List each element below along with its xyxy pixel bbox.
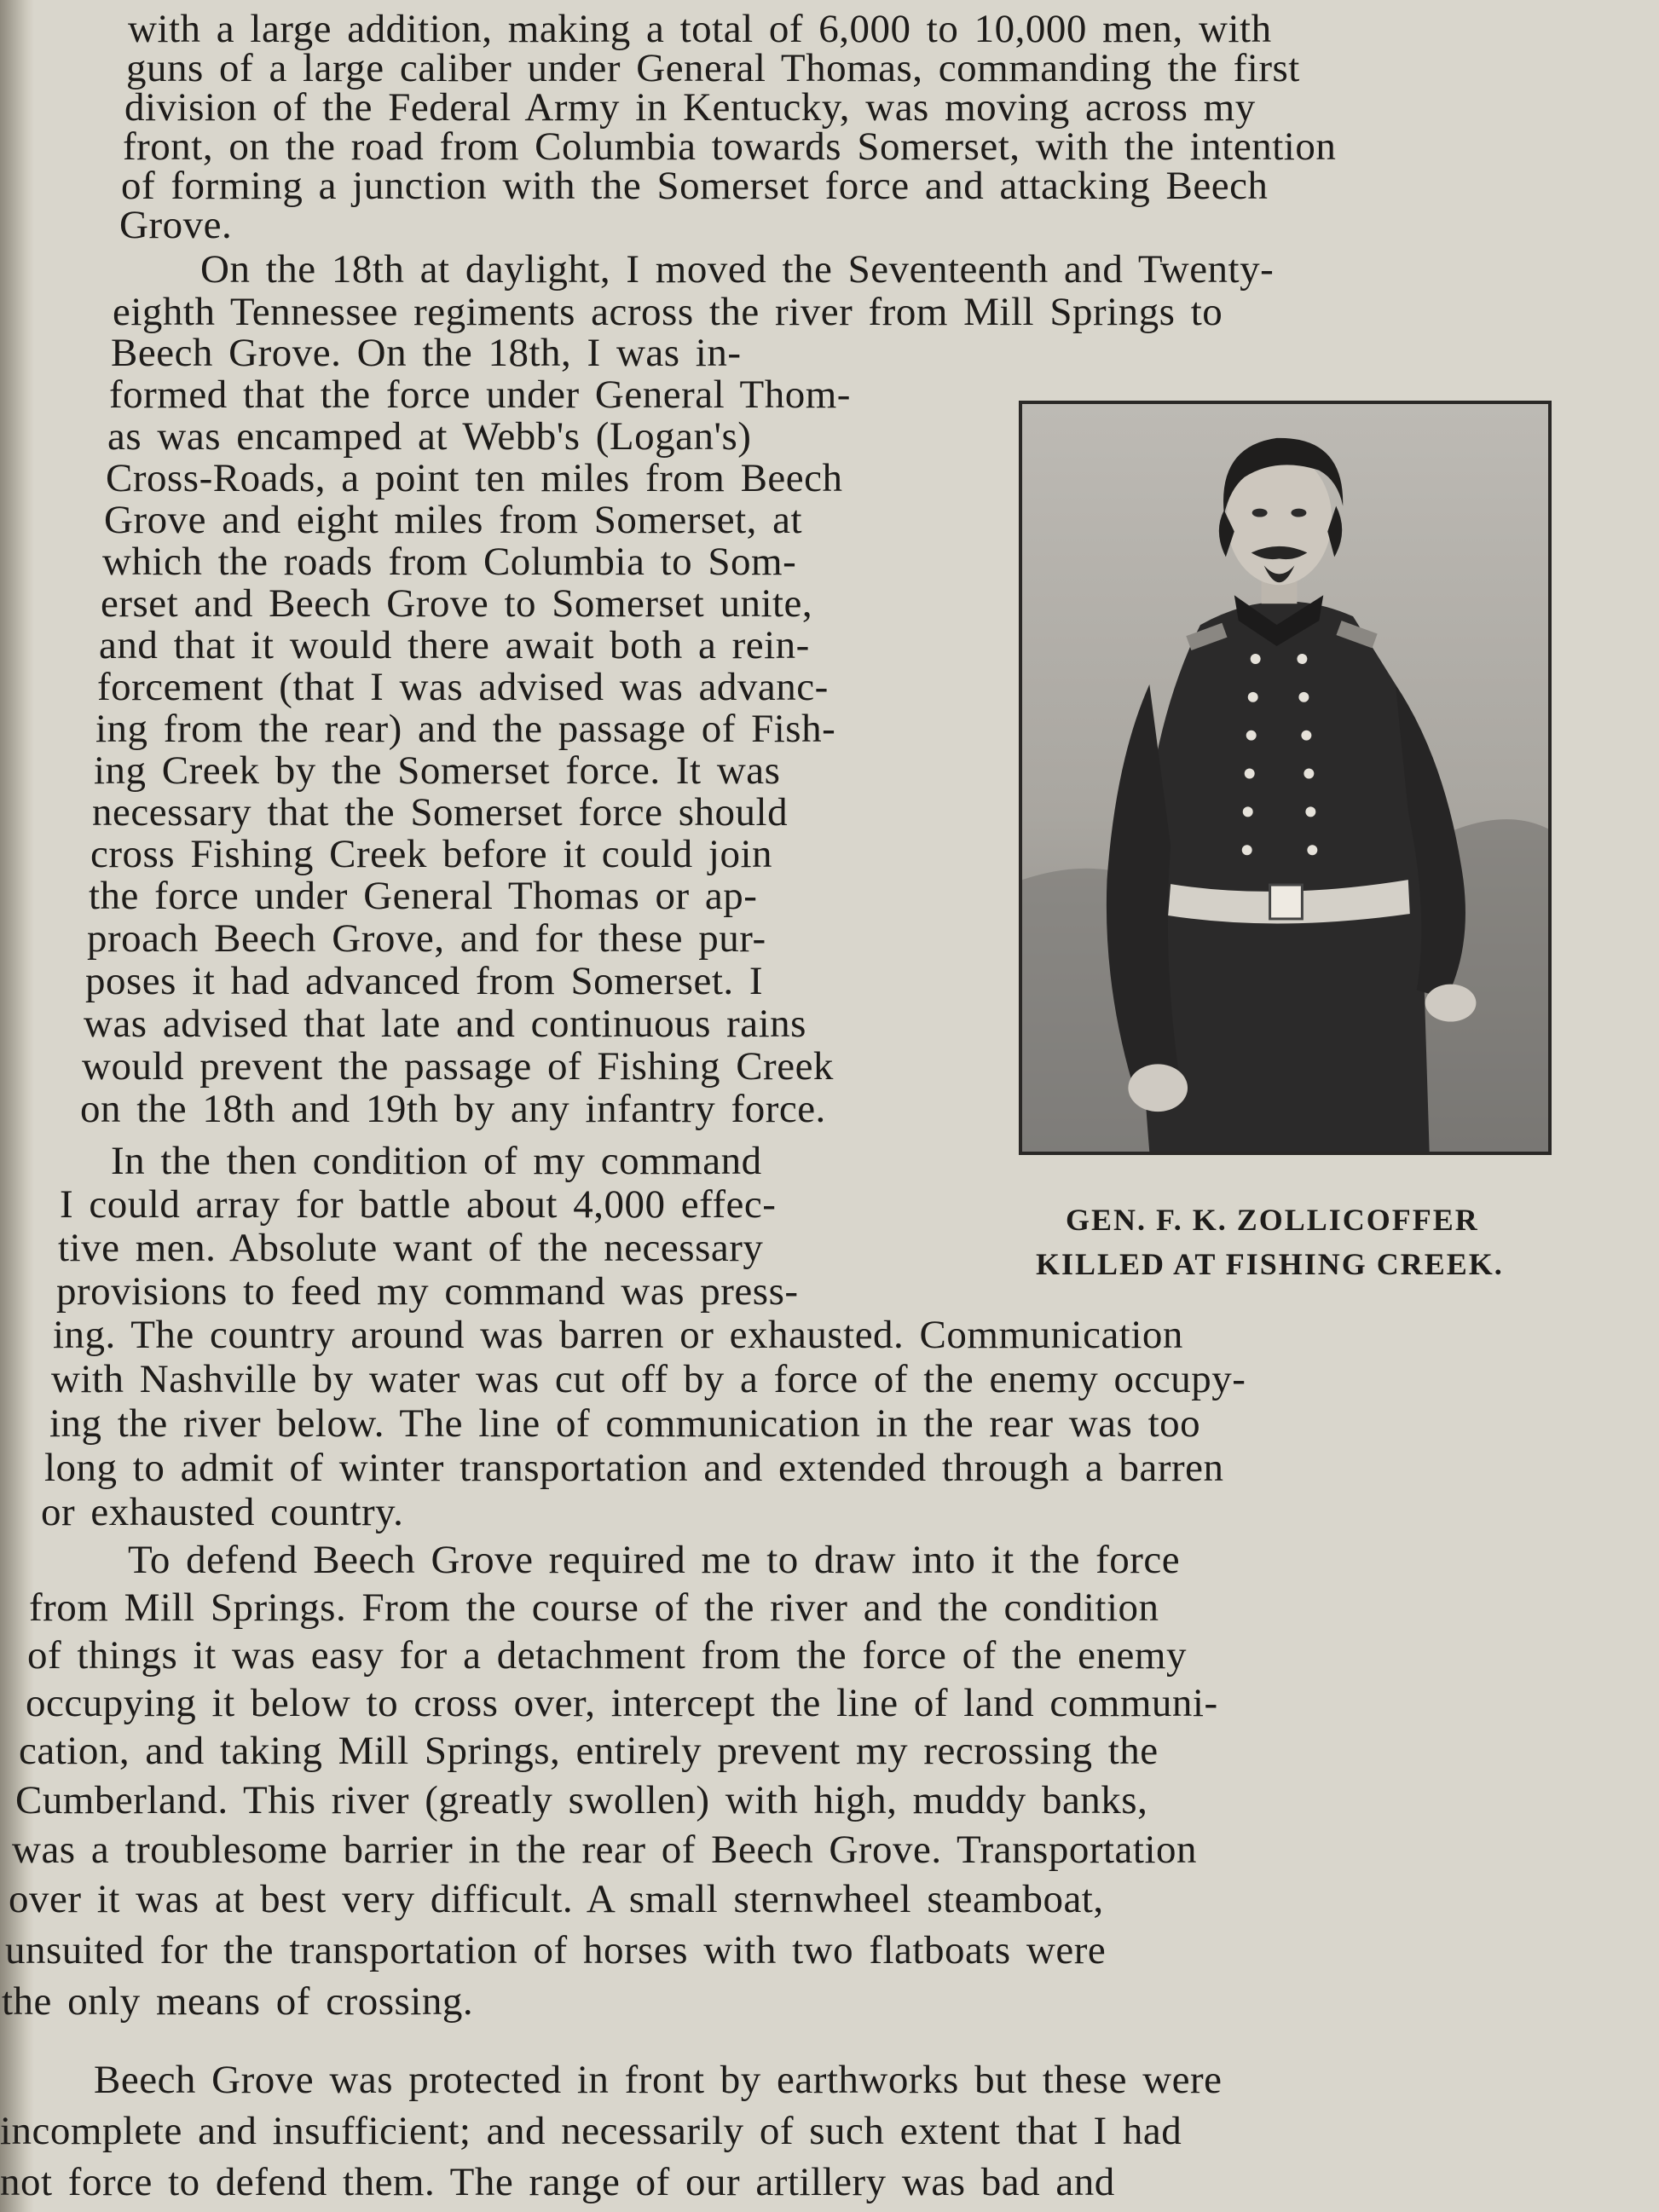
text-line: as was encamped at Webb's (Logan's) — [107, 414, 752, 459]
figure-caption-line-2: KILLED AT FISHING CREEK. — [1036, 1247, 1504, 1281]
text-line: front, on the road from Columbia towards Somerset, with the intention — [123, 124, 1337, 169]
text-line: was advised that late and continuous rains — [84, 1002, 806, 1046]
text-line: and that it would there await both a rein- — [99, 623, 810, 667]
text-line: with Nashville by water was cut off by a force of the enemy occupy- — [51, 1357, 1246, 1401]
text-line: proach Beech Grove, and for these pur- — [87, 916, 766, 961]
text-line: of forming a junction with the Somerset force and attacking Beech — [121, 164, 1269, 208]
text-line: incomplete and insufficient; and necessarily of such extent that I had — [0, 2109, 1182, 2153]
text-line: To defend Beech Grove required me to draw into it the force — [128, 1538, 1181, 1582]
text-line: the only means of crossing. — [2, 1979, 474, 2024]
text-line: ing Creek by the Somerset force. It was — [94, 748, 781, 793]
portrait-illustration — [1022, 404, 1548, 1152]
text-line: cross Fishing Creek before it could join — [90, 832, 773, 876]
text-line: Cumberland. This river (greatly swollen) with high, muddy banks, — [15, 1778, 1148, 1822]
text-line: ing from the rear) and the passage of Fish- — [95, 707, 836, 751]
text-line: unsuited for the transportation of horses with two flatboats were — [5, 1928, 1107, 1972]
text-line: not force to defend them. The range of our artillery was bad and — [0, 2160, 1115, 2204]
text-line: on the 18th and 19th by any infantry force. — [80, 1087, 826, 1131]
text-line: ing the river below. The line of communication in the rear was too — [49, 1401, 1201, 1446]
text-line: Grove and eight miles from Somerset, at — [104, 498, 803, 542]
text-line: or exhausted country. — [41, 1490, 404, 1534]
figure-caption-line-1: GEN. F. K. ZOLLICOFFER — [1066, 1203, 1479, 1237]
text-line: with a large addition, making a total of 6,000 to 10,000 men, with — [128, 7, 1272, 51]
text-line: tive men. Absolute want of the necessary — [58, 1226, 764, 1270]
text-line: formed that the force under General Thom- — [109, 373, 851, 417]
text-line: over it was at best very difficult. A small sternwheel steamboat, — [9, 1877, 1104, 1921]
text-line: Cross-Roads, a point ten miles from Beech — [106, 456, 843, 500]
text-line: provisions to feed my command was press- — [56, 1269, 799, 1314]
text-line: erset and Beech Grove to Somerset unite, — [101, 581, 813, 626]
text-line: poses it had advanced from Somerset. I — [85, 959, 764, 1003]
text-line: cation, and taking Mill Springs, entirely prevent my recrossing the — [19, 1729, 1159, 1773]
text-line: was a troublesome barrier in the rear of Beech Grove. Transportation — [12, 1828, 1198, 1872]
text-line: forcement (that I was advised was advanc- — [97, 665, 829, 709]
text-line: guns of a large caliber under General Thomas, commanding the first — [126, 46, 1300, 90]
text-line: In the then condition of my command — [111, 1139, 762, 1183]
text-line: which the roads from Columbia to Som- — [102, 540, 797, 584]
text-line: the force under General Thomas or ap- — [89, 874, 758, 918]
text-line: On the 18th at daylight, I moved the Seventeenth and Twenty- — [200, 247, 1275, 292]
text-line: necessary that the Somerset force should — [92, 790, 789, 835]
text-line: eighth Tennessee regiments across the river from Mill Springs to — [113, 290, 1223, 334]
text-line: would prevent the passage of Fishing Creek — [82, 1044, 834, 1089]
text-line: Grove. — [119, 203, 233, 247]
text-line: division of the Federal Army in Kentucky, was moving across my — [124, 85, 1256, 130]
text-line: from Mill Springs. From the course of the river and the condition — [29, 1585, 1159, 1630]
text-line: long to admit of winter transportation and extended through a barren — [44, 1446, 1224, 1490]
text-line: ing. The country around was barren or exhausted. Communication — [53, 1313, 1183, 1357]
text-line: of things it was easy for a detachment from the force of the enemy — [27, 1633, 1187, 1678]
portrait-photograph — [1019, 401, 1552, 1155]
text-line: occupying it below to cross over, intercept the line of land communi- — [26, 1681, 1218, 1725]
text-line: Beech Grove. On the 18th, I was in- — [111, 331, 742, 375]
text-line: I could array for battle about 4,000 effec- — [60, 1182, 777, 1227]
text-line: Beech Grove was protected in front by earthworks but these were — [94, 2058, 1223, 2102]
